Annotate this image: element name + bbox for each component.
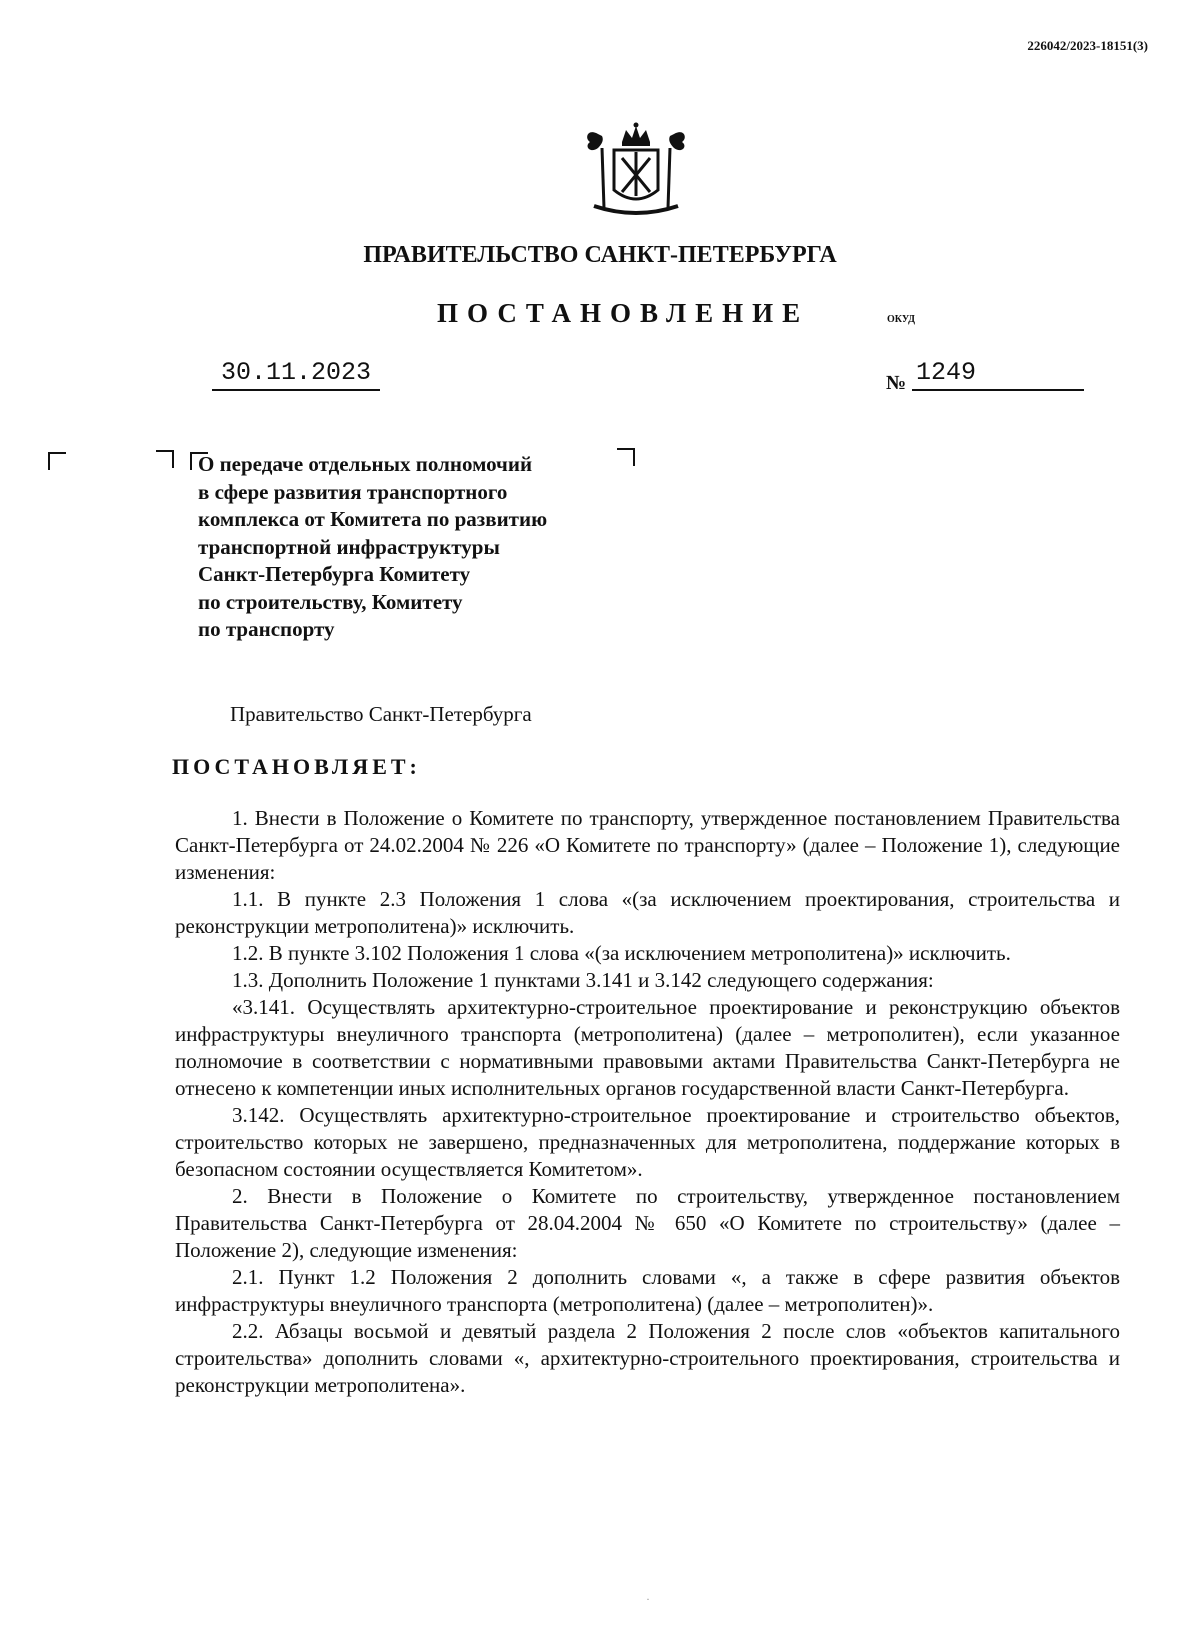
page-mark: ·	[646, 1592, 650, 1606]
resolution-title: ПОСТАНОВЛЕНИЕ	[437, 298, 810, 328]
subject-line: Санкт-Петербурга Комитету	[198, 562, 471, 586]
document-body	[175, 805, 1120, 1399]
bracket-corner-mark	[156, 450, 174, 468]
document-code: 226042/2023-18151(3)	[1027, 38, 1148, 53]
preamble: Правительство Санкт-Петербурга	[230, 702, 532, 726]
document-number: 1249	[912, 358, 1084, 391]
body-paragraph: 1.1. В пункте 2.3 Положения 1 слова «(за исключением проектирования, строительства и реконструкции метрополитена)» исключить.	[175, 887, 1120, 938]
body-paragraph: 2. Внести в Положение о Комитете по строительству, утвержденное постановлением Правительства Санкт-Петербурга от 28.04.2004 № 650 «О Комитете по строительству» (далее – Положение 2), следующие изменения:	[175, 1184, 1120, 1262]
government-title: ПРАВИТЕЛЬСТВО САНКТ-ПЕТЕРБУРГА	[363, 242, 837, 268]
subject-line: по транспорту	[198, 617, 335, 641]
subject-line: комплекса от Комитета по развитию	[198, 507, 548, 531]
coat-of-arms-icon	[580, 120, 692, 220]
document-date: 30.11.2023	[212, 358, 380, 391]
okud-label: ОКУД	[887, 314, 916, 325]
document-subject	[198, 451, 638, 644]
subject-line: О передаче отдельных полномочий	[198, 452, 533, 476]
bracket-corner-mark	[48, 452, 66, 470]
body-paragraph: «3.141. Осуществлять архитектурно-строительное проектирование и реконструкцию объектов инфраструктуры внеуличного транспорта (метрополитена) (далее – метрополитен), если указанное полномочие в соответствии с нормативными правовыми актами Правительства Санкт-Петербурга не отнесено к компетенции иных исполнительных органов государственной власти Санкт-Петербурга.	[175, 995, 1120, 1100]
body-paragraph: 2.2. Абзацы восьмой и девятый раздела 2 Положения 2 после слов «объектов капитального строительства» дополнить словами «, архитектурно-строительного проектирования, строительства и реконструкции метрополитена».	[175, 1319, 1120, 1397]
subject-line: транспортной инфраструктуры	[198, 534, 500, 559]
body-paragraph: 1.3. Дополнить Положение 1 пунктами 3.141 и 3.142 следующего содержания:	[232, 968, 934, 992]
number-sign: №	[886, 372, 907, 394]
body-paragraph: 1.2. В пункте 3.102 Положения 1 слова «(за исключением метрополитена)» исключить.	[232, 941, 1011, 965]
decree-word: ПОСТАНОВЛЯЕТ:	[172, 754, 421, 779]
subject-line: по строительству, Комитету	[198, 589, 463, 614]
body-paragraph: 3.142. Осуществлять архитектурно-строительное проектирование и строительство объектов, строительство которых не завершено, предназначенных для метрополитена, поддержание которых в безопасном состоянии осуществляется Комитетом».	[175, 1103, 1120, 1181]
body-paragraph: 2.1. Пункт 1.2 Положения 2 дополнить словами «, а также в сфере развития объектов инфраструктуры внеуличного транспорта (метрополитена) (далее – метрополитен)».	[175, 1265, 1120, 1316]
subject-line: в сфере развития транспортного	[198, 479, 508, 504]
body-paragraph: 1. Внести в Положение о Комитете по транспорту, утвержденное постановлением Правительства Санкт-Петербурга от 24.02.2004 № 226 «О Комитете по транспорту» (далее – Положение 1), следующие изменения:	[175, 806, 1120, 884]
